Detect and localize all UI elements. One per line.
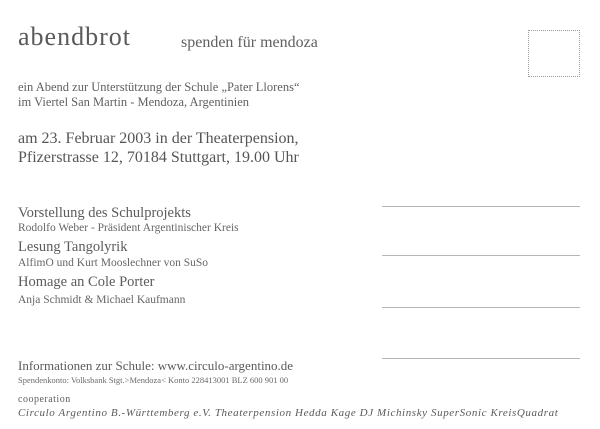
event-subtitle: spenden für mendoza: [181, 34, 318, 51]
event-date-line: am 23. Februar 2003 in der Theaterpension,: [18, 130, 299, 147]
intro-line-1: ein Abend zur Unterstützung der Schule „Pater Llorens“: [18, 80, 300, 94]
address-line: [382, 358, 580, 359]
school-info-line: Informationen zur Schule: www.circulo-argentino.de: [18, 358, 294, 373]
program-item-detail: Rodolfo Weber - Präsident Argentinischer Kreis: [18, 222, 239, 234]
address-line: [382, 206, 580, 207]
donation-account-line: Spendenkonto: Volksbank Stgt.>Mendoza< Konto 228413001 BLZ 600 901 00: [18, 375, 289, 385]
program-item-detail: AlfimO und Kurt Mooslechner von SuSo: [18, 257, 209, 269]
address-line: [382, 307, 580, 308]
program-item-title: Lesung Tangolyrik: [18, 239, 128, 255]
event-address-line: Pfizerstrasse 12, 70184 Stuttgart, 19.00 Uhr: [18, 149, 299, 166]
address-line: [382, 255, 580, 256]
program-item-title: Vorstellung des Schulprojekts: [18, 205, 191, 221]
program-item-detail: Anja Schmidt & Michael Kaufmann: [18, 294, 186, 306]
event-title: abendbrot: [18, 22, 131, 51]
stamp-box: [528, 30, 580, 77]
program-item-title: Homage an Cole Porter: [18, 274, 155, 290]
cooperation-partners: Circulo Argentino B.-Württemberg e.V. Theaterpension Hedda Kage DJ Michinsky SuperSonic KreisQuadrat: [18, 407, 559, 419]
intro-line-2: im Viertel San Martin - Mendoza, Argentinien: [18, 95, 250, 109]
cooperation-label: cooperation: [18, 394, 71, 405]
